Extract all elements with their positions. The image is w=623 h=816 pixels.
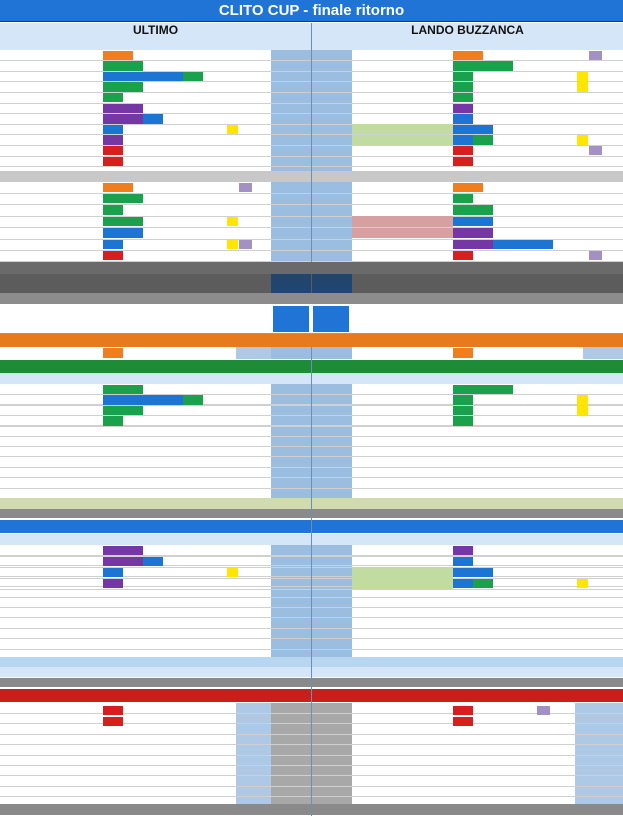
player-name: [352, 182, 452, 193]
role-badge-pc: [453, 146, 473, 156]
fattore-campo-value: [271, 293, 305, 304]
center-divider-lower: [311, 347, 312, 816]
role-badge-w: [453, 104, 473, 114]
player-name: [0, 182, 78, 193]
role-badge-cs: [163, 395, 183, 405]
home-bonus-modulo: [271, 263, 299, 274]
role-badge-w: [123, 104, 143, 114]
role-badge-t: [473, 240, 493, 250]
player-name: [0, 205, 78, 216]
player-name: [352, 135, 452, 146]
portiere-away-name: [352, 348, 452, 359]
difesa-away-count: [312, 373, 333, 384]
role-badge-dc: [453, 395, 473, 405]
role-badge-pc: [103, 146, 123, 156]
role-badge-pc: [453, 251, 473, 261]
player-name: [0, 124, 78, 135]
role-badge-dd: [103, 93, 123, 103]
role-badge-dc: [183, 72, 203, 82]
player-voto: [312, 205, 344, 216]
player-name: [352, 71, 452, 82]
player-voto: [312, 578, 344, 589]
player-voto: [271, 103, 303, 114]
player-voto: [312, 250, 344, 261]
diff-home: [271, 666, 305, 677]
player-voto: [271, 405, 303, 416]
role-badge-m: [473, 125, 493, 135]
player-voto: [312, 216, 344, 227]
player-voto: [271, 182, 303, 193]
role-badge-cs: [163, 72, 183, 82]
role-badge-cc: [123, 72, 143, 82]
player-name: [0, 405, 78, 416]
role-badge-ds: [103, 385, 123, 395]
player-voto: [271, 145, 303, 156]
player-voto: [271, 395, 303, 406]
player-name: [352, 556, 452, 567]
role-badge-ds: [123, 406, 143, 416]
role-badge-dd: [473, 135, 493, 145]
role-badge-cc: [143, 557, 163, 567]
player-name: [0, 61, 78, 72]
portiere-home-name: [0, 348, 78, 359]
player-voto: [271, 114, 303, 125]
yellow-card-badge: [577, 82, 588, 92]
player-name: [352, 250, 452, 261]
role-badge-m: [103, 125, 123, 135]
player-name: [352, 239, 452, 250]
difesa-home-sub: [0, 373, 271, 384]
role-badge-cs: [453, 579, 473, 589]
rating-adjust-badge: [537, 706, 550, 716]
player-voto: [271, 50, 303, 61]
rating-adjust-badge: [239, 183, 252, 193]
player-name: [352, 228, 452, 239]
difesa-home-count: [271, 373, 299, 384]
attacco-away-name: [352, 716, 452, 727]
bonus-difesa-away: [312, 508, 346, 519]
role-badge-dd: [123, 385, 143, 395]
player-voto: [312, 384, 344, 395]
centro-home-sub: [0, 534, 271, 545]
away-col-header: [312, 38, 623, 50]
role-badge-cc: [453, 125, 473, 135]
role-badge-ds: [123, 194, 143, 204]
role-badge-ds: [123, 82, 143, 92]
player-name: [352, 578, 452, 589]
player-name: [0, 156, 78, 167]
player-name: [0, 395, 78, 406]
role-badge-dc: [103, 82, 123, 92]
diff-away: [312, 666, 346, 677]
role-badge-dc: [493, 385, 513, 395]
attacco-home-name: [0, 705, 78, 716]
media-difesa-home-label: [0, 498, 271, 509]
role-badge-t: [473, 228, 493, 238]
role-badge-ds: [453, 61, 473, 71]
role-badge-dd: [123, 61, 143, 71]
player-voto: [271, 124, 303, 135]
player-voto: [312, 92, 344, 103]
role-badge-cc: [103, 240, 123, 250]
role-badge-dd: [103, 217, 123, 227]
role-badge-cd: [143, 395, 163, 405]
player-name: [352, 82, 452, 93]
role-badge-m: [513, 240, 533, 250]
player-voto: [271, 228, 303, 239]
role-badge-dc: [183, 395, 203, 405]
role-badge-w: [453, 546, 473, 556]
player-name: [0, 145, 78, 156]
role-badge-dd: [453, 416, 473, 426]
role-badge-w: [103, 579, 123, 589]
player-voto: [312, 228, 344, 239]
player-voto: [271, 556, 303, 567]
player-name: [0, 578, 78, 589]
media-difesa-home: [271, 498, 303, 509]
player-name: [352, 216, 452, 227]
player-name: [352, 50, 452, 61]
player-name: [0, 71, 78, 82]
role-badge-pc: [103, 706, 123, 716]
yellow-card-badge: [577, 72, 588, 82]
portiere-away-mod: [312, 348, 346, 359]
difesa-away-sub: [352, 373, 623, 384]
player-voto: [271, 61, 303, 72]
somma-home: [271, 656, 305, 667]
player-voto: [312, 567, 344, 578]
yellow-card-badge: [577, 406, 588, 416]
attacco-home-name: [0, 716, 78, 727]
yellow-card-badge: [227, 125, 238, 135]
player-voto: [271, 205, 303, 216]
player-name: [0, 567, 78, 578]
role-badge-dd: [103, 416, 123, 426]
portiere-home-role: [103, 348, 123, 358]
rating-adjust-badge: [589, 251, 602, 261]
player-voto: [312, 395, 344, 406]
portiere-away-voto: [578, 348, 610, 359]
player-voto: [271, 71, 303, 82]
somma-away: [312, 656, 346, 667]
player-name: [352, 92, 452, 103]
player-name: [352, 545, 452, 556]
role-badge-dd: [473, 61, 493, 71]
role-badge-al: [103, 251, 123, 261]
home-score: [273, 306, 309, 332]
page-title: CLITO CUP - finale ritorno: [0, 0, 623, 22]
role-badge-cs: [453, 135, 473, 145]
role-badge-cc: [123, 395, 143, 405]
player-name: [352, 103, 452, 114]
centro-home-count: [271, 534, 299, 545]
role-badge-dd: [473, 579, 493, 589]
bonus-centro-away: [312, 677, 346, 688]
player-voto: [312, 124, 344, 135]
centro-away-sub: [352, 534, 623, 545]
player-name: [0, 82, 78, 93]
role-badge-t: [103, 546, 123, 556]
away-modulo-total: [312, 274, 352, 293]
yellow-card-badge: [577, 395, 588, 405]
role-badge-dc: [453, 72, 473, 82]
player-name: [0, 114, 78, 125]
player-name: [0, 216, 78, 227]
player-voto: [271, 250, 303, 261]
player-voto: [312, 135, 344, 146]
role-badge-por: [103, 183, 133, 193]
role-badge-dc: [103, 194, 123, 204]
player-voto: [271, 567, 303, 578]
home-modulo-total: [271, 274, 311, 293]
role-badge-cc: [453, 568, 473, 578]
player-voto: [312, 182, 344, 193]
role-badge-pc: [103, 717, 123, 727]
player-voto: [271, 416, 303, 427]
role-badge-w: [103, 135, 123, 145]
player-name: [0, 239, 78, 250]
media-difesa-away: [312, 498, 344, 509]
player-name: [0, 545, 78, 556]
role-badge-t: [103, 114, 123, 124]
role-badge-cc: [143, 114, 163, 124]
role-badge-dc: [103, 205, 123, 215]
portiere-home-mod: [271, 348, 307, 359]
media-difesa-away-label: [352, 498, 623, 509]
player-voto: [312, 545, 344, 556]
player-name: [0, 193, 78, 204]
role-badge-cc: [453, 557, 473, 567]
bonus-difesa-home: [271, 508, 299, 519]
player-voto: [271, 578, 303, 589]
fattore-bar: [0, 293, 623, 304]
role-badge-w: [453, 228, 473, 238]
player-voto: [312, 405, 344, 416]
attacco-home-voto: [225, 705, 259, 716]
bonus-attacco-away: [312, 804, 334, 815]
role-badge-pc: [453, 706, 473, 716]
role-badge-t: [103, 104, 123, 114]
portiere-band: [0, 334, 623, 347]
player-voto: [271, 92, 303, 103]
center-divider: [311, 23, 312, 262]
player-name: [352, 384, 452, 395]
player-name: [352, 416, 452, 427]
player-voto: [312, 156, 344, 167]
role-badge-m: [103, 72, 123, 82]
player-voto: [312, 71, 344, 82]
role-badge-dd: [473, 385, 493, 395]
away-score: [313, 306, 349, 332]
role-badge-ds: [123, 217, 143, 227]
player-voto: [312, 193, 344, 204]
role-badge-m: [473, 568, 493, 578]
home-team-name: ULTIMO: [0, 23, 311, 38]
role-badge-t: [103, 557, 123, 567]
player-name: [352, 395, 452, 406]
role-badge-w: [453, 240, 473, 250]
role-badge-w: [123, 546, 143, 556]
portiere-away-role: [453, 348, 473, 358]
yellow-card-badge: [227, 568, 238, 578]
role-badge-ds: [103, 61, 123, 71]
player-voto: [271, 193, 303, 204]
role-badge-cc: [473, 217, 493, 227]
role-badge-cc: [493, 240, 513, 250]
player-voto: [312, 114, 344, 125]
player-name: [0, 92, 78, 103]
role-badge-dd: [453, 93, 473, 103]
player-name: [352, 405, 452, 416]
role-badge-dc: [453, 406, 473, 416]
player-name: [0, 416, 78, 427]
player-voto: [271, 384, 303, 395]
attacco-away-name: [352, 705, 452, 716]
rating-adjust-badge: [239, 240, 252, 250]
player-voto: [312, 556, 344, 567]
role-badge-cd: [143, 72, 163, 82]
player-name: [0, 135, 78, 146]
player-voto: [312, 145, 344, 156]
attacco-home-voto: [225, 716, 259, 727]
yellow-card-badge: [577, 135, 588, 145]
role-badge-cs: [533, 240, 553, 250]
rating-adjust-badge: [589, 51, 602, 61]
role-badge-pc: [453, 157, 473, 167]
player-voto: [312, 50, 344, 61]
role-badge-dc: [453, 194, 473, 204]
role-badge-w: [123, 114, 143, 124]
role-badge-m: [103, 568, 123, 578]
player-name: [352, 193, 452, 204]
player-voto: [312, 61, 344, 72]
player-voto: [271, 82, 303, 93]
player-name: [0, 556, 78, 567]
player-name: [0, 50, 78, 61]
player-voto: [271, 239, 303, 250]
centro-away-count: [312, 534, 333, 545]
role-badge-dd: [453, 205, 473, 215]
role-badge-pc: [453, 717, 473, 727]
role-badge-cc: [123, 228, 143, 238]
player-name: [352, 205, 452, 216]
role-badge-ds: [473, 205, 493, 215]
player-voto: [271, 156, 303, 167]
attacco-away-voto: [578, 716, 610, 727]
player-voto: [271, 135, 303, 146]
player-name: [352, 567, 452, 578]
player-name: [0, 384, 78, 395]
role-badge-por: [103, 51, 133, 61]
role-badge-w: [123, 557, 143, 567]
player-name: [352, 156, 452, 167]
rating-adjust-badge: [589, 146, 602, 156]
bonus-centro-home: [271, 677, 305, 688]
attacco-away-voto: [578, 705, 610, 716]
role-badge-dc: [453, 82, 473, 92]
player-name: [352, 124, 452, 135]
player-name: [0, 250, 78, 261]
player-voto: [271, 545, 303, 556]
role-badge-por: [453, 51, 483, 61]
player-voto: [312, 239, 344, 250]
role-badge-dc: [103, 406, 123, 416]
away-bonus-modulo: [312, 263, 334, 274]
player-voto: [312, 416, 344, 427]
player-voto: [271, 216, 303, 227]
player-name: [0, 228, 78, 239]
player-name: [352, 61, 452, 72]
role-badge-m: [103, 228, 123, 238]
yellow-card-badge: [577, 579, 588, 589]
yellow-card-badge: [227, 240, 238, 250]
bonus-attacco-home: [271, 804, 299, 815]
role-badge-por: [453, 183, 483, 193]
player-voto: [312, 103, 344, 114]
role-badge-dc: [493, 61, 513, 71]
role-badge-m: [453, 217, 473, 227]
role-badge-ds: [453, 385, 473, 395]
home-col-header: [0, 38, 311, 50]
player-voto: [312, 82, 344, 93]
role-badge-pc: [103, 157, 123, 167]
role-badge-cc: [453, 114, 473, 124]
portiere-home-voto: [225, 348, 259, 359]
yellow-card-badge: [227, 217, 238, 227]
role-badge-m: [103, 395, 123, 405]
player-name: [0, 103, 78, 114]
player-name: [352, 145, 452, 156]
player-name: [352, 114, 452, 125]
away-team-name: LANDO BUZZANCA: [312, 23, 623, 38]
